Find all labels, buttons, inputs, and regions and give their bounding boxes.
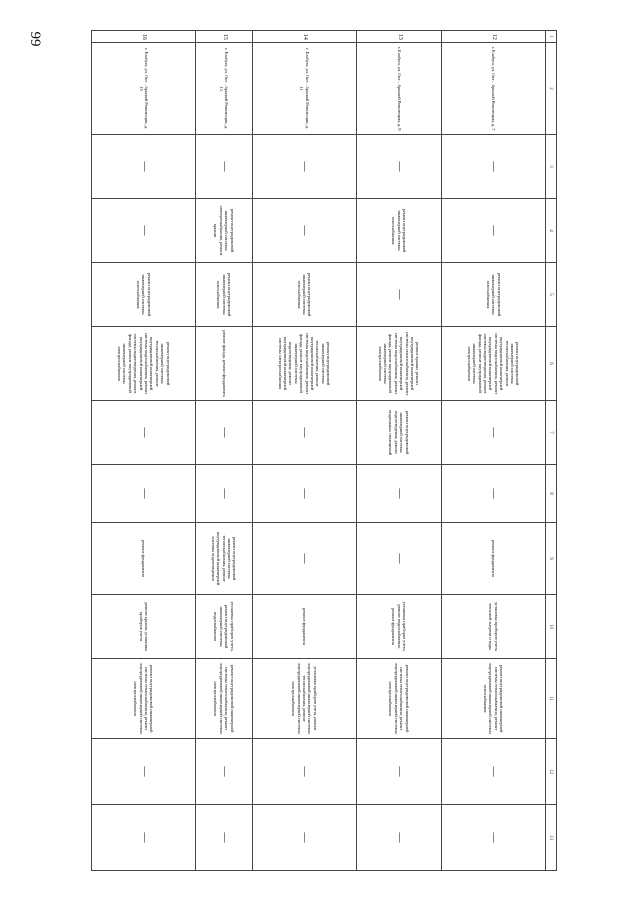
work-cell-col-10	[92, 595, 196, 659]
work-cell-col-12	[196, 739, 252, 805]
work-cell-col-8	[252, 465, 356, 523]
empty-dash: —	[299, 766, 311, 777]
empty-dash: —	[488, 427, 500, 438]
header-cell-6: 6	[546, 327, 557, 401]
work-cell-col-8	[356, 465, 441, 523]
address-cell	[252, 43, 356, 135]
cell-text: г. Елабуга, ул. Окт…брьской Революции, д. 15	[138, 48, 149, 129]
cell-text: ремонт внутридомовой инженерной системы газоснабжения	[391, 208, 407, 253]
address-cell	[92, 43, 196, 135]
work-cell-col-6	[196, 327, 252, 401]
cell-text: 14	[301, 34, 308, 40]
empty-dash: —	[299, 225, 311, 236]
work-cell-col-4	[196, 199, 252, 263]
cell-text: ремонт фундамента	[491, 540, 497, 577]
work-cell-col-12	[356, 739, 441, 805]
cell-text: ремонт внутридомовой инженерной системы водоотведения, ремонт подвальных помещений	[388, 409, 410, 456]
header-cell-10: 10	[546, 595, 557, 659]
cell-text: ремонт внутридомовой инженерной системы теплоснабжения, ремонт внутридомовой инженерной системы электроснабжения	[213, 663, 235, 734]
work-cell-col-8	[196, 465, 252, 523]
work-cell-col-5	[92, 263, 196, 327]
work-cell-col-5	[196, 263, 252, 327]
row-number-cell	[356, 31, 441, 43]
work-cell-col-12	[441, 739, 545, 805]
empty-dash: —	[218, 832, 230, 843]
cell-text: г. Елабуга, ул. Окт…брьской Революции, д. 9	[396, 46, 402, 131]
header-cell-7: 7	[546, 401, 557, 465]
header-cell-8: 8	[546, 465, 557, 523]
work-cell-col-4	[356, 199, 441, 263]
header-row	[546, 31, 557, 871]
header-cell-2: 2	[546, 43, 557, 135]
empty-dash: —	[393, 766, 405, 777]
cell-text: ремонт крыши, установка приборов учета	[138, 602, 149, 651]
work-cell-col-4	[252, 199, 356, 263]
work-cell-col-10	[356, 595, 441, 659]
address-cell	[196, 43, 252, 135]
empty-dash: —	[299, 161, 311, 172]
work-cell-col-12	[252, 739, 356, 805]
empty-dash: —	[138, 488, 150, 499]
work-cell-col-7	[441, 401, 545, 465]
empty-dash: —	[488, 488, 500, 499]
cell-text: установка приборов учета, ремонт водоснабжения, ремонт фундамента	[391, 601, 407, 652]
empty-dash: —	[488, 161, 500, 172]
header-cell-3: 3	[546, 135, 557, 199]
work-cell-col-9	[196, 523, 252, 595]
work-cell-col-12	[92, 739, 196, 805]
cell-text: ремонт внутридомовой инженерной системы газоснабжения	[485, 272, 502, 317]
cell-text: ремонт внутридомовой инженерной системы теплоснабжения, ремонт внутридомовой инженерной системы водоснабжения, ремонт фасада, ремонт внутридомовой инженерной системы водоотведения, ремонт внутридомовой инженерной системы электроснабжения	[277, 332, 332, 395]
cell-text: 16	[141, 34, 148, 40]
work-cell-col-11	[252, 659, 356, 739]
empty-dash: —	[138, 161, 150, 172]
empty-dash: —	[488, 832, 500, 843]
cell-text: ремонт фундамента	[141, 540, 147, 577]
work-cell-col-6	[441, 327, 545, 401]
cell-text: ремонт крыши, ремонт внутридомовой инженерной системы теплоснабжения, ремонт внутридомовой инженерной системы водоснабжения, ремонт фасада, ремонт внутридомовой инженерной системы электроснабжения	[377, 331, 421, 396]
cell-text: установка приборов учета тепловой энергии и воды	[488, 602, 499, 651]
empty-dash: —	[138, 766, 150, 777]
work-cell-col-13	[356, 805, 441, 871]
work-cell-col-10	[196, 595, 252, 659]
work-cell-col-9	[92, 523, 196, 595]
cell-text: г. Елабуга, ул. Окт…брьской Революции, д. 11	[299, 48, 310, 129]
empty-dash: —	[138, 427, 150, 438]
work-cell-col-13	[441, 805, 545, 871]
cell-text: 13	[396, 34, 403, 40]
work-cell-col-3	[441, 135, 545, 199]
empty-dash: —	[299, 832, 311, 843]
header-cell-4: 4	[546, 199, 557, 263]
table-row	[441, 31, 545, 871]
empty-dash: —	[299, 427, 311, 438]
table-body	[92, 31, 557, 871]
work-cell-col-7	[356, 401, 441, 465]
cell-text: ремонт внутридомовой инженерной системы газоснабжения	[296, 272, 313, 317]
work-cell-col-6	[252, 327, 356, 401]
empty-dash: —	[393, 488, 405, 499]
empty-dash: —	[218, 161, 230, 172]
work-cell-col-11	[356, 659, 441, 739]
row-number-cell	[252, 31, 356, 43]
cell-text: ремонт внутридомовой инженерной системы теплоснабжения, ремонт внутридомовой инженерной системы электроснабжения	[388, 663, 410, 734]
work-cell-col-3	[92, 135, 196, 199]
cell-text: ремонт внутридомовой инженерной системы теплоснабжения, ремонт внутридомовой инженерной системы электроснабжения	[133, 663, 155, 734]
cell-text: г. Елабуга, ул. Окт…брьской Революции, д. 7	[491, 46, 497, 131]
cell-text: 12	[491, 34, 498, 40]
work-cell-col-11	[92, 659, 196, 739]
empty-dash: —	[488, 766, 500, 777]
cell-text: ремонт внутридомовой инженерной системы теплоснабжения, ремонт внутридомовой инженерной системы водоснабжения, ремонт внутридомовой инженерной системы водоотведения, ремонт фасада, ремонт внутридомовой инженерной системы электроснабжения	[116, 332, 171, 395]
row-number-cell	[92, 31, 196, 43]
cell-text: ремонт внутридомовой инженерной системы теплоснабжения, ремонт внутридомовой инженерной системы газоснабжения	[483, 663, 505, 734]
cell-text: ремонт внутридомовой инженерной системы газоснабжения	[216, 272, 233, 317]
empty-dash: —	[393, 553, 405, 564]
header-cell-11: 11	[546, 659, 557, 739]
header-cell-12: 12	[546, 739, 557, 805]
table-row	[252, 31, 356, 871]
work-cell-col-7	[196, 401, 252, 465]
cell-text: ремонт внутридомовой инженерной системы теплоснабжения, ремонт внутридомовой инженерной системы водоотведения	[210, 531, 238, 586]
work-cell-col-11	[196, 659, 252, 739]
cell-text: г. Елабуга, ул. Окт…брьской Революции, д. 13	[218, 48, 230, 129]
work-cell-col-7	[92, 401, 196, 465]
cell-text: ремонт фасада, ремонт фундамента	[221, 330, 227, 397]
header-cell-5: 5	[546, 263, 557, 327]
work-cell-col-6	[92, 327, 196, 401]
work-cell-col-3	[252, 135, 356, 199]
empty-dash: —	[138, 225, 150, 236]
work-cell-col-9	[356, 523, 441, 595]
header-cell-1: 1	[546, 31, 557, 43]
header-cell-13: 13	[546, 805, 557, 871]
work-cell-col-13	[252, 805, 356, 871]
table-row	[92, 31, 196, 871]
cell-text: ремонт внутридомовой инженерной системы газоснабжения	[135, 272, 152, 317]
empty-dash: —	[393, 289, 405, 300]
work-cell-col-11	[441, 659, 545, 739]
empty-dash: —	[218, 766, 230, 777]
cell-text: установка приборов учета, ремонт внутридомовой инженерной системы водоснабжения	[213, 601, 235, 652]
table-row	[356, 31, 441, 871]
row-number-cell	[196, 31, 252, 43]
work-cell-col-10	[252, 595, 356, 659]
empty-dash: —	[488, 225, 500, 236]
empty-dash: —	[393, 161, 405, 172]
table-row	[196, 31, 252, 871]
work-schedule-table	[91, 30, 557, 871]
empty-dash: —	[138, 832, 150, 843]
work-cell-col-3	[196, 135, 252, 199]
work-cell-col-4	[92, 199, 196, 263]
work-cell-col-9	[441, 523, 545, 595]
empty-dash: —	[393, 832, 405, 843]
work-cell-col-8	[92, 465, 196, 523]
header-cell-9: 9	[546, 523, 557, 595]
work-cell-col-9	[252, 523, 356, 595]
address-cell	[441, 43, 545, 135]
address-cell	[356, 43, 441, 135]
empty-dash: —	[299, 488, 311, 499]
work-cell-col-8	[441, 465, 545, 523]
work-cell-col-5	[356, 263, 441, 327]
work-cell-col-5	[441, 263, 545, 327]
work-cell-col-5	[252, 263, 356, 327]
empty-dash: —	[299, 553, 311, 564]
work-cell-col-6	[356, 327, 441, 401]
work-cell-col-3	[356, 135, 441, 199]
cell-text: установка приборов учета, ремонт внутридомовой инженерной системы теплоснабжения, ремонт внутридомовой инженерной системы электроснабжения	[291, 663, 318, 734]
row-number-cell	[441, 31, 545, 43]
work-cell-col-4	[441, 199, 545, 263]
cell-text: ремонт фундамента	[301, 608, 307, 645]
table-stage	[91, 30, 557, 870]
page-number: 99	[27, 31, 43, 47]
rotated-sheet	[91, 30, 557, 870]
cell-text: ремонт внутридомовой инженерной системы электроснабжения, ремонт крыши	[213, 205, 235, 256]
work-cell-col-13	[92, 805, 196, 871]
cell-text: ремонт внутридомовой инженерной системы теплоснабжения, ремонт внутридомовой инженерной системы водоснабжения, ремонт внутридомовой инженерной системы водоотведения, ремонт фасада, ремонт внутридомовой инженерной системы электроснабжения	[466, 332, 521, 395]
work-cell-col-7	[252, 401, 356, 465]
work-cell-col-10	[441, 595, 545, 659]
work-cell-col-13	[196, 805, 252, 871]
cell-text: 15	[221, 34, 228, 40]
empty-dash: —	[218, 488, 230, 499]
empty-dash: —	[218, 427, 230, 438]
